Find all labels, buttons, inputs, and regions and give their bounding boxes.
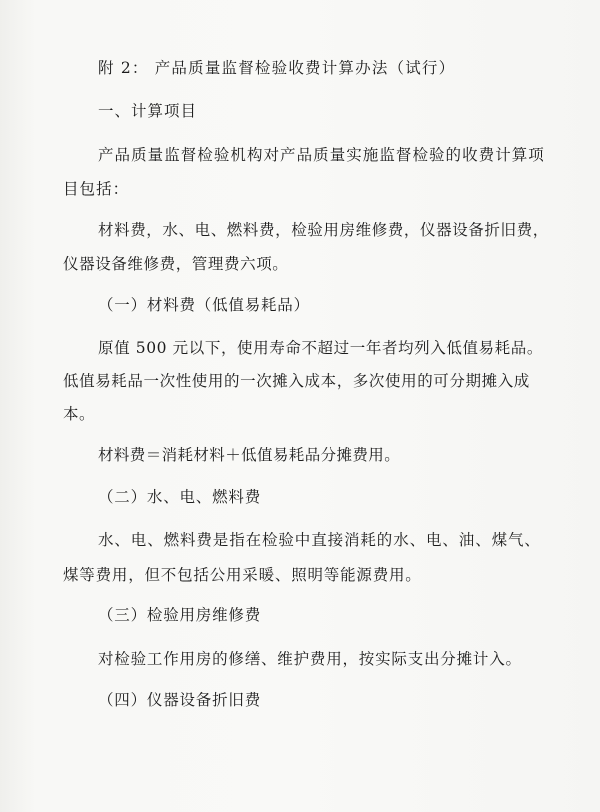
subsection-heading-equipment-depreciation: （四）仪器设备折旧费	[98, 691, 262, 709]
subsection-heading-room-maintenance: （三）检验用房维修费	[98, 606, 262, 624]
material-paragraph-line-2: 低值易耗品一次性使用的一次摊入成本，多次使用的可分期摊入成	[63, 372, 530, 390]
material-paragraph-line-1: 原值 500 元以下，使用寿命不超过一年者均列入低值易耗品。	[98, 339, 543, 357]
subsection-heading-material-cost: （一）材料费（低值易耗品）	[98, 296, 310, 314]
subsection-heading-utilities: （二）水、电、燃料费	[98, 488, 262, 506]
items-paragraph-line-1: 材料费，水、电、燃料费，检验用房维修费，仪器设备折旧费，	[98, 221, 549, 239]
document-title: 附 2： 产品质量监督检验收费计算办法（试行）	[98, 59, 456, 77]
room-maintenance-paragraph: 对检验工作用房的修缮、维护费用，按实际支出分摊计入。	[98, 650, 522, 668]
intro-paragraph-line-2: 目包括：	[63, 180, 130, 198]
material-paragraph-line-3: 本。	[63, 405, 96, 423]
utilities-paragraph-line-2: 煤等费用，但不包括公用采暖、照明等能源费用。	[63, 566, 422, 584]
items-paragraph-line-2: 仪器设备维修费，管理费六项。	[63, 255, 289, 273]
section-heading-calculation-items: 一、计算项目	[98, 102, 198, 120]
intro-paragraph-line-1: 产品质量监督检验机构对产品质量实施监督检验的收费计算项	[98, 146, 545, 164]
utilities-paragraph-line-1: 水、电、燃料费是指在检验中直接消耗的水、电、油、煤气、	[98, 531, 541, 549]
material-cost-formula: 材料费＝消耗材料＋低值易耗品分摊费用。	[98, 446, 401, 464]
